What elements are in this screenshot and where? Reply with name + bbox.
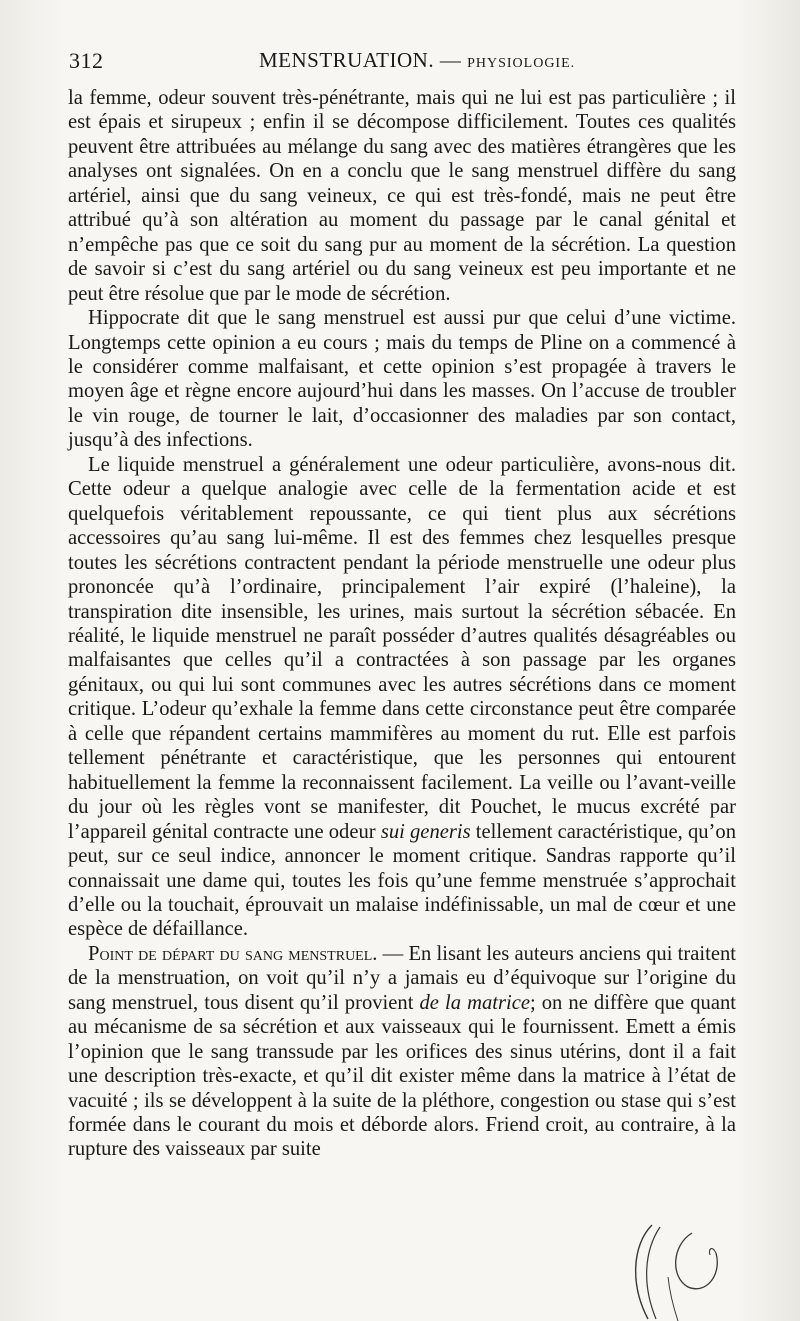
paragraph-3 xyxy=(68,453,736,942)
paragraph-1: la femme, odeur souvent très-pénétrante, mais qui ne lui est pas particulière ; il est épais et sirupeux ; enfin il se décompose difficilement. Toutes ces qualités peuvent être attribuées au mélange du sang avec des matières étrangères que les analyses ont signalées. On en a conclu que le sang menstruel diffère du sang artériel, ainsi que du sang veineux, ce qui est très-fondé, mais ne peut être attribué qu’à son altération au moment du passage par le canal génital et n’empêche pas que ce soit du sang pur au moment de la sécrétion. La question de savoir si c’est du sang artériel ou du sang veineux est peu importante et ne peut être résolue que par le mode de sécrétion. xyxy=(68,87,736,305)
running-title-dash: — xyxy=(434,48,468,72)
section-heading: Point de départ du sang menstruel. xyxy=(88,942,378,965)
running-title xyxy=(259,48,575,73)
paragraph-3-text-b: tellement caractéristique, qu’on peut, sur ce seul indice, annoncer le moment critique. Sandras rapporte qu’il connaissait une dame qui, toutes les fois qu’une femme menstruée s’approchait d’elle ou la touchait, éprouvait un malaise indéfinissable, un mal de cœur et une espèce de défaillance. xyxy=(68,820,736,941)
paragraph-4-italic: de la matrice xyxy=(419,991,530,1014)
paragraph-2: Hippocrate dit que le sang menstruel est aussi pur que celui d’une victime. Longtemps cette opinion a eu cours ; mais du temps de Pline on a commencé à le considérer comme malfaisant, et cette opinion s’est propagée à travers le moyen âge et règne encore aujourd’hui dans les masses. On l’accuse de troubler le vin rouge, de tourner le lait, d’occasionner des maladies par son contact, jusqu’à des infections. xyxy=(68,307,736,452)
page-number: 312 xyxy=(69,48,104,73)
pencil-marginalia xyxy=(622,1215,732,1321)
running-title-section: PHYSIOLOGIE. xyxy=(467,56,576,71)
paragraph-3-italic: sui generis xyxy=(380,820,471,843)
page-header xyxy=(69,48,733,78)
page-body xyxy=(68,86,736,1162)
paragraph-4-text-b: ; on ne diffère que quant au mécanisme de sa sécrétion et aux vaisseaux qui le fournissent. Emett a émis l’opinion que le sang transsude par les orifices des sinus utérins, dont il a fait une description très-exacte, et qu’il dit exister même dans la matrice à l’état de vacuité ; ils se développent à la suite de la pléthore, congestion ou stase qui s’est formée dans le courant du mois et déborde alors. Friend croit, au contraire, à la rupture des vaisseaux par suite xyxy=(68,991,737,1161)
running-title-main: MENSTRUATION. xyxy=(259,48,435,72)
paragraph-3-text-a: Le liquide menstruel a généralement une odeur particulière, avons-nous dit. Cette odeur a quelque analogie avec celle de la fermentation acide et est quelquefois véritablement repoussante, ce qui tient plus aux sécrétions accessoires qu’au sang lui-même. Il est des femmes chez lesquelles presque toutes les sécrétions contractent pendant la période menstruelle une odeur plus prononcée qu’à l’ordinaire, principalement l’air expiré (l’haleine), la transpiration dite insensible, les urines, mais surtout la sécrétion sébacée. En réalité, le liquide menstruel ne paraît posséder d’autres qualités désagréables ou malfaisantes que celles qu’il a contractées à son passage par les organes génitaux, ou qui lui sont communes avec les autres sécrétions dans ce moment critique. L’odeur qu’exhale la femme dans cette circonstance peut être comparée à celle que répandent certains mammifères au moment du rut. Elle est parfois tellement pénétrante et caractéristique, que les personnes qui entourent habituellement la femme la reconnaissent facilement. La veille ou l’avant-veille du jour où les règles vont se manifester, dit Pouchet, le mucus excrété par l’appareil génital contracte une odeur xyxy=(68,453,736,843)
paragraph-4-text-a: — En lisant les auteurs anciens qui traitent de la menstruation, on voit qu’il n’y a jamais eu d’équivoque sur l’origine du sang menstruel, tous disent qu’il provient xyxy=(68,942,736,1014)
paragraph-4 xyxy=(68,942,736,1162)
